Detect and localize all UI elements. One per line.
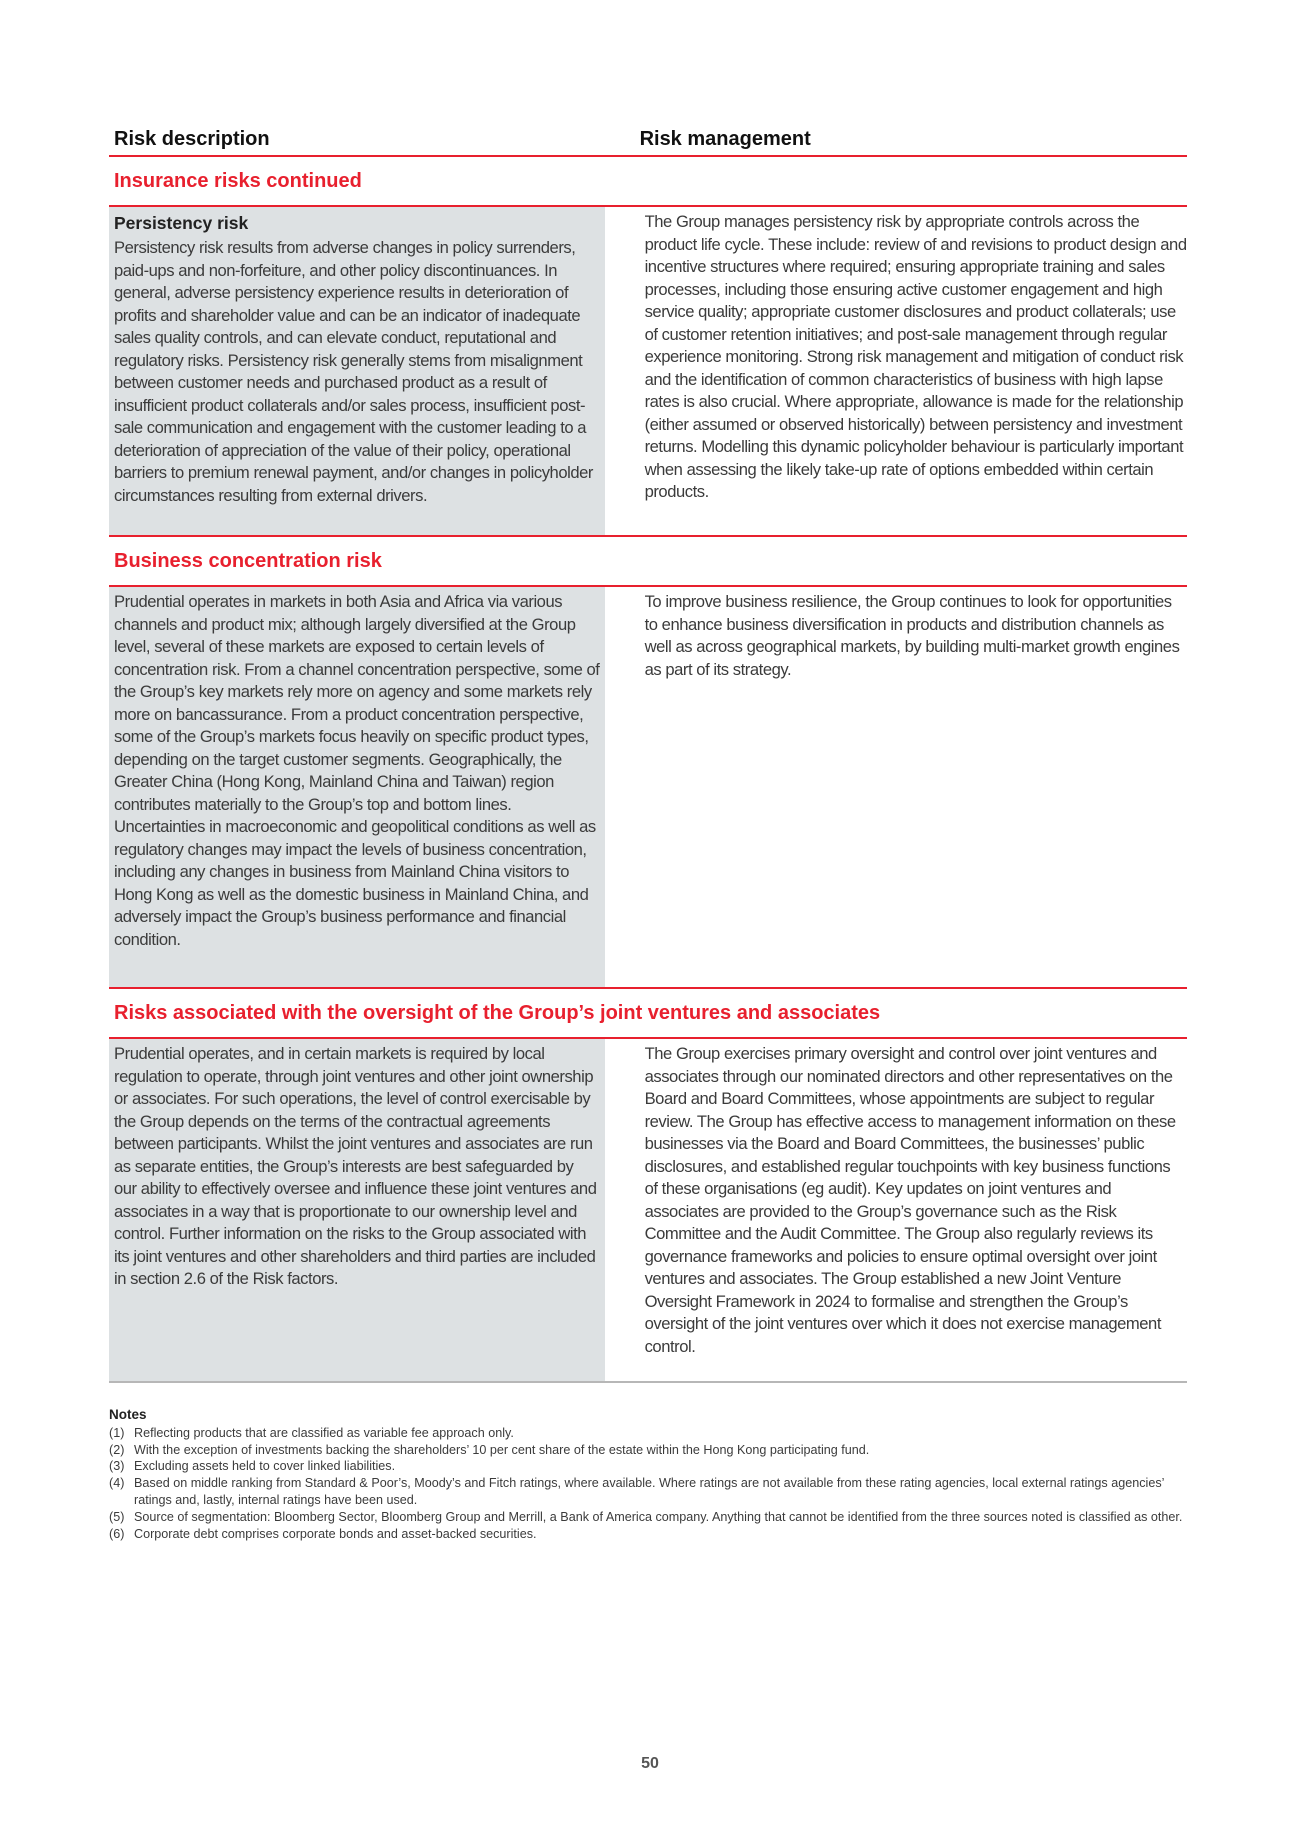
note-item — [109, 1458, 1189, 1475]
joint-ventures-description: Prudential operates, and in certain markets is required by local regulation to operate, through joint ventures and other joint ownership or associates. For such operations, the level of control exercisable by the Group depends on the terms of the contractual agreements between participants. Whilst the joint ventures and associates are run as separate entities, the Group’s interests are best safeguarded by our ability to effectively oversee and influence these joint ventures and associates in a way that is proportionate to our ownership level and control. Further information on the risks to the Group associated with its joint ventures and other shareholders and third parties are included in section 2.6 of the Risk factors. — [114, 1044, 597, 1288]
notes-section — [109, 1407, 1189, 1542]
column-headers — [109, 126, 1187, 157]
note-item — [109, 1526, 1189, 1543]
note-number: (2) — [109, 1442, 125, 1457]
risk-description-heading: Risk description — [114, 128, 270, 150]
note-item — [109, 1509, 1189, 1526]
page-number: 50 — [641, 1755, 659, 1772]
note-item — [109, 1425, 1189, 1442]
risk-management-cell — [640, 207, 1187, 535]
note-number: (4) — [109, 1476, 125, 1491]
notes-title: Notes — [109, 1407, 147, 1422]
section-title-joint-ventures: Risks associated with the oversight of the Group’s joint ventures and associates — [109, 989, 1187, 1039]
risk-management-heading: Risk management — [639, 128, 811, 150]
risk-management-cell — [640, 587, 1187, 987]
note-text: Reflecting products that are classified as variable fee approach only. — [134, 1425, 514, 1440]
note-item — [109, 1475, 1189, 1509]
business-concentration-description: Prudential operates in markets in both Asia and Africa via various channels and product mix; although largely diversified at the Group level, several of these markets are exposed to certain levels of concentration risk. From a channel concentration perspective, some of the Group’s key markets rely more on agency and some markets rely more on bancassurance. From a product concentration perspective, some of the Group’s markets focus heavily on specific product types, depending on the target customer segments. Geographically, the Greater China (Hong Kong, Mainland China and Taiwan) region contributes materially to the Group’s top and bottom lines. Uncertainties in macroeconomic and geopolitical conditions as well as regulatory changes may impact the levels of business concentration, including any changes in business from Mainland China visitors to Hong Kong as well as the domestic business in Mainland China, and adversely impact the Group’s business performance and financial condition. — [114, 592, 600, 949]
risk-description-cell — [109, 1039, 605, 1381]
section-title-business-concentration: Business concentration risk — [109, 537, 1187, 587]
note-number: (5) — [109, 1509, 125, 1524]
persistency-risk-management: The Group manages persistency risk by appropriate controls across the product life cycle. These include: review of and revisions to product design and incentive structures where required; ensuring appropriate training and sales processes, including those ensuring active customer engagement and high service quality; appropriate customer disclosures and product collaterals; use of customer retention initiatives; and post-sale management through regular experience monitoring. Strong risk management and mitigation of conduct risk and the identification of common characteristics of business with high lapse rates is also crucial. Where appropriate, allowance is made for the relationship (either assumed or observed historically) between persistency and investment returns. Modelling this dynamic policyholder behaviour is particularly important when assessing the likely take-up rate of options embedded within certain products. — [644, 212, 1187, 501]
section-title-insurance-risks: Insurance risks continued — [109, 157, 1187, 207]
risk-row-business-concentration — [109, 587, 1187, 989]
risk-description-cell — [109, 587, 605, 987]
persistency-risk-subheading: Persistency risk — [114, 213, 249, 233]
risk-table — [109, 126, 1187, 1383]
note-text: Based on middle ranking from Standard & Poor’s, Moody’s and Fitch ratings, where available. Where ratings are not available from these rating agencies, local external ratings agencies’ ratings and, lastly, internal ratings have been used. — [134, 1476, 1164, 1507]
note-text: Corporate debt comprises corporate bonds and asset-backed securities. — [134, 1526, 537, 1541]
note-item — [109, 1442, 1189, 1459]
note-number: (3) — [109, 1459, 125, 1474]
joint-ventures-management: The Group exercises primary oversight and control over joint ventures and associates through our nominated directors and other representatives on the Board and Board Committees, whose appointments are subject to regular review. The Group has effective access to management information on these businesses via the Board and Board Committees, the businesses’ public disclosures, and established regular touchpoints with key business functions of these organisations (eg audit). Key updates on joint ventures and associates are provided to the Group’s governance such as the Risk Committee and the Audit Committee. The Group also regularly reviews its governance frameworks and policies to ensure optimal oversight over joint ventures and associates. The Group established a new Joint Venture Oversight Framework in 2024 to formalise and strengthen the Group’s oversight of the joint ventures over which it does not exercise management control. — [644, 1044, 1176, 1356]
risk-row-persistency — [109, 207, 1187, 537]
note-text: With the exception of investments backing the shareholders’ 10 per cent share of the estate within the Hong Kong participating fund. — [134, 1442, 870, 1457]
note-number: (6) — [109, 1526, 125, 1541]
risk-description-cell — [109, 207, 605, 535]
persistency-risk-description: Persistency risk results from adverse changes in policy surrenders, paid-ups and non-forfeiture, and other policy discontinuances. In general, adverse persistency experience results in deterioration of profits and shareholder value and can be an indicator of inadequate sales quality controls, and can elevate conduct, reputational and regulatory risks. Persistency risk generally stems from misalignment between customer needs and purchased product as a result of insufficient product collaterals and/or sales process, insufficient post-sale communication and engagement with the customer leading to a deterioration of appreciation of the value of their policy, operational barriers to premium renewal payment, and/or changes in policyholder circumstances resulting from external drivers. — [114, 238, 593, 505]
business-concentration-management: To improve business resilience, the Group continues to look for opportunities to enhance business diversification in products and distribution channels as well as across geographical markets, by building multi-market growth engines as part of its strategy. — [644, 592, 1180, 679]
note-number: (1) — [109, 1425, 125, 1440]
risk-row-joint-ventures — [109, 1039, 1187, 1383]
note-text: Excluding assets held to cover linked liabilities. — [134, 1459, 396, 1474]
note-text: Source of segmentation: Bloomberg Sector, Bloomberg Group and Merrill, a Bank of America company. Anything that cannot be identified from the three sources noted is classified as other. — [134, 1509, 1183, 1524]
risk-management-cell — [640, 1039, 1187, 1381]
